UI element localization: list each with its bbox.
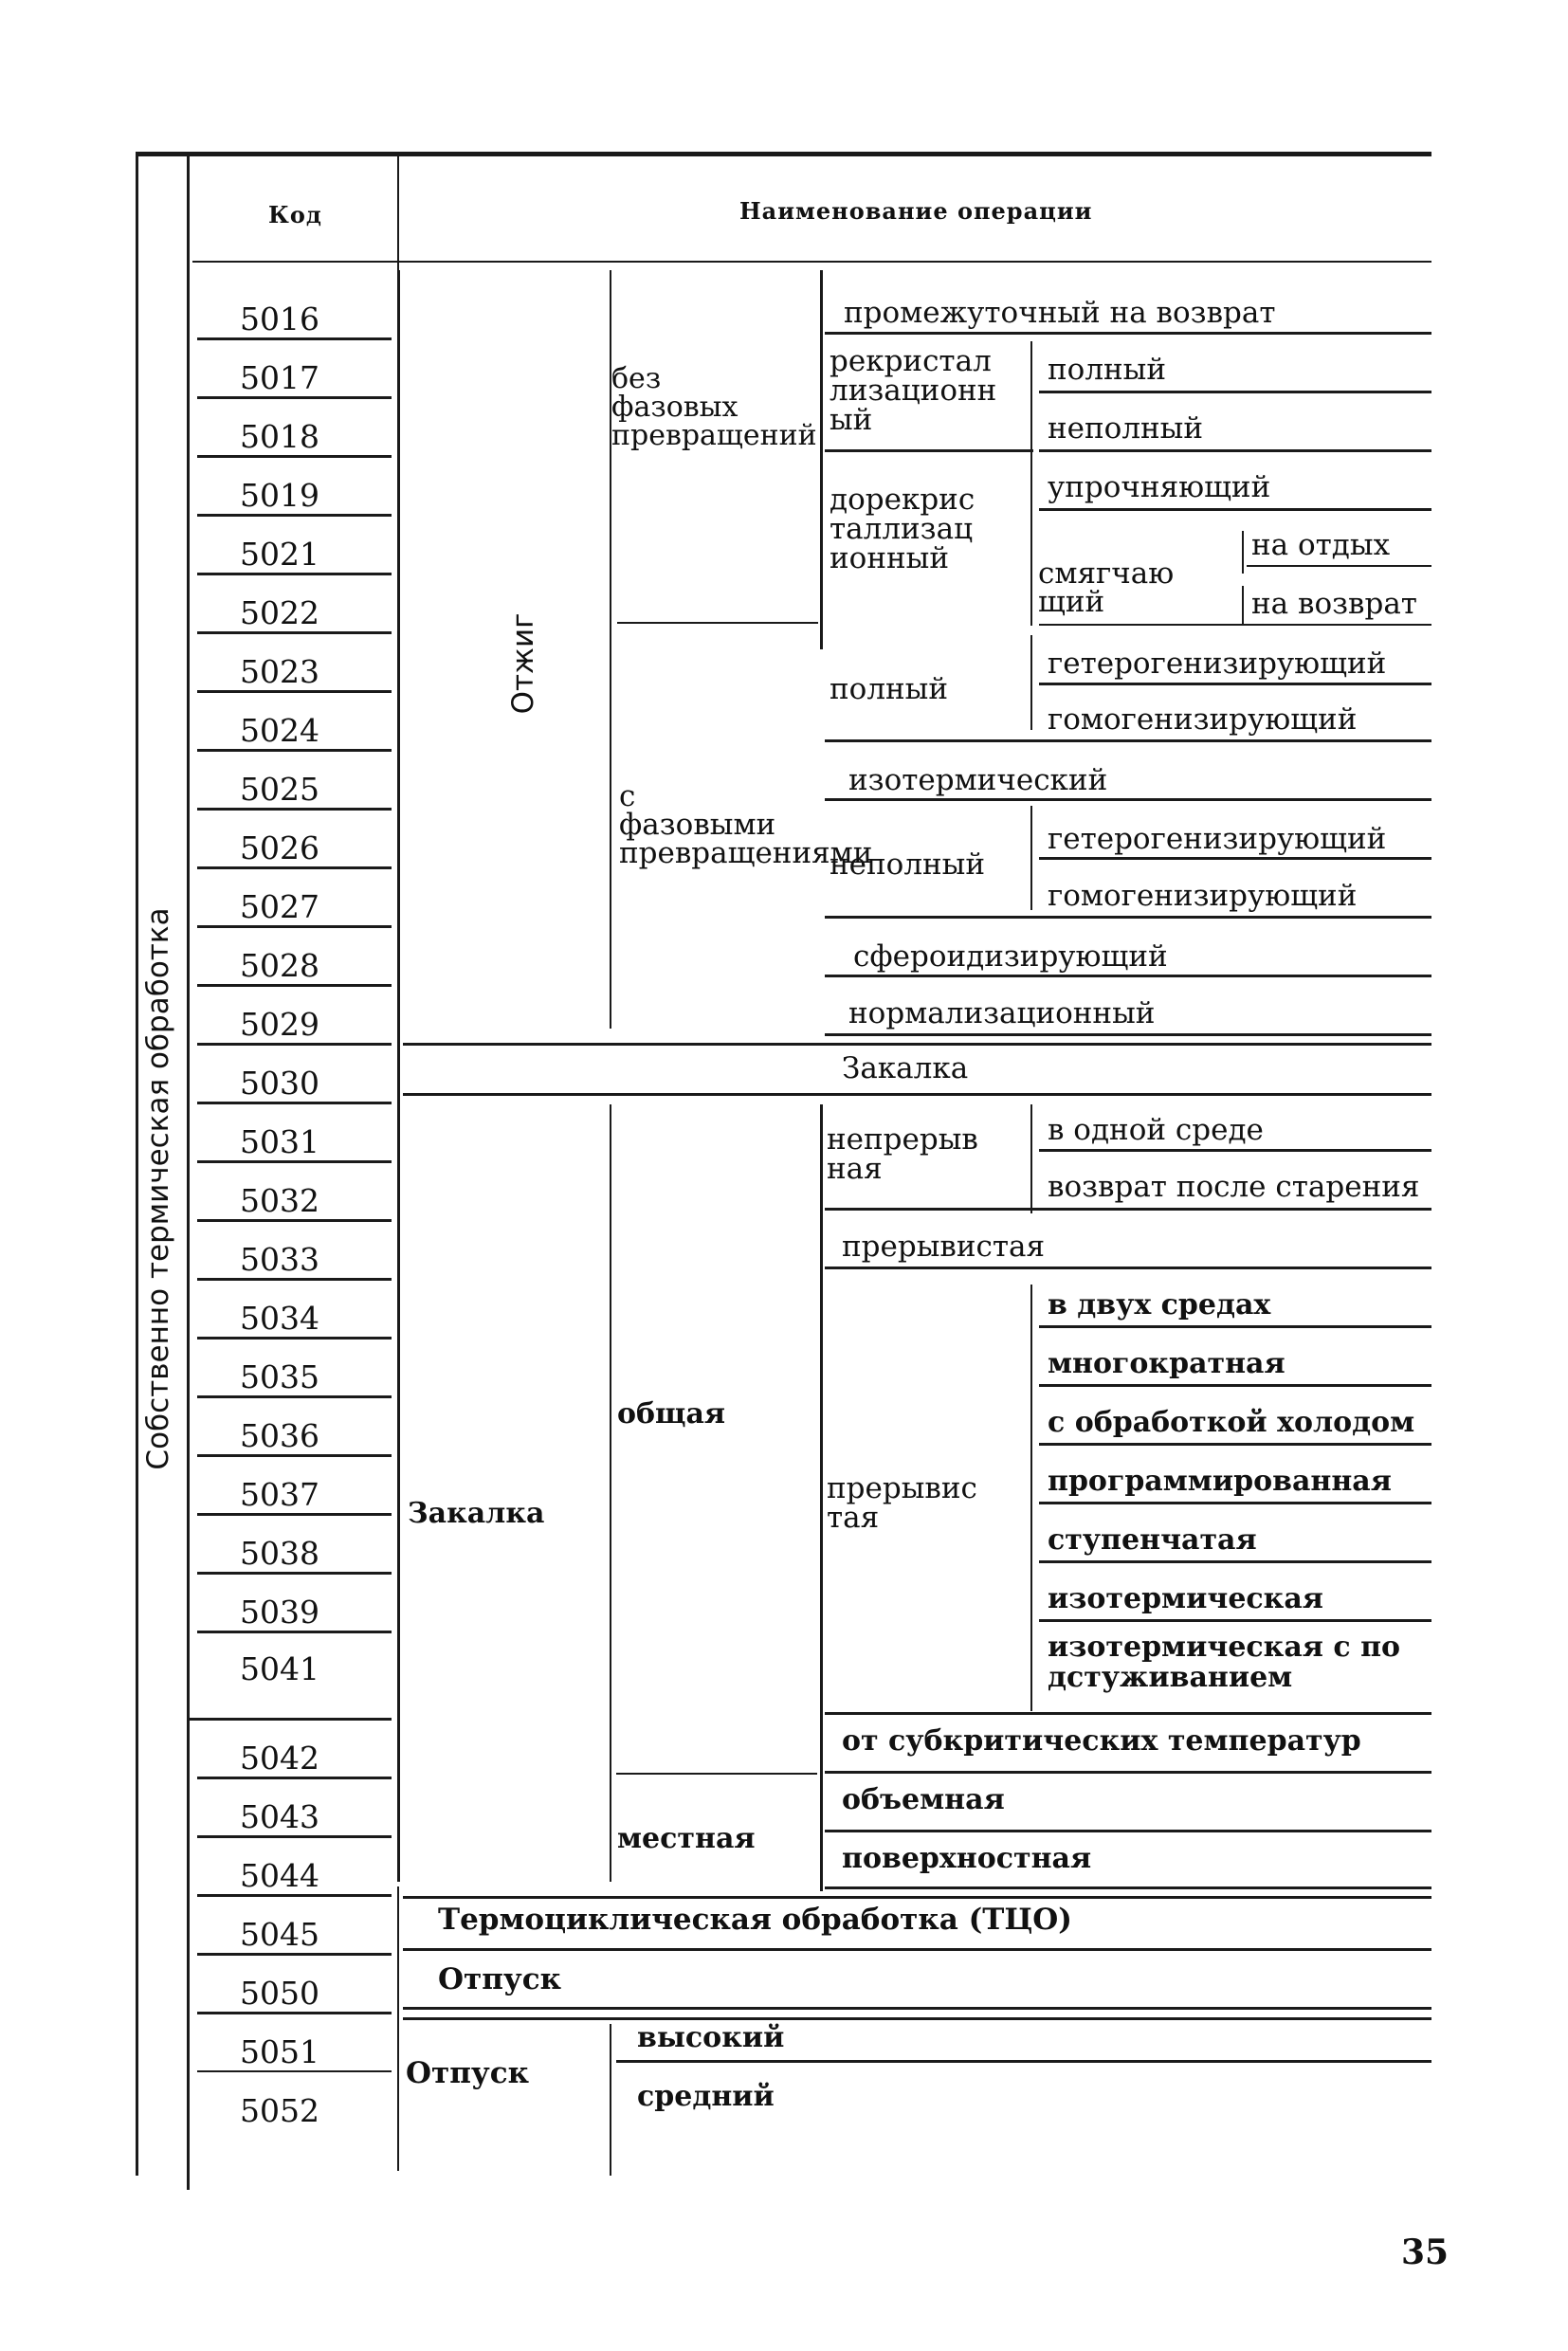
- anneal-partial-homo: гомогенизирующий: [1048, 879, 1358, 913]
- code-cell: 5024: [240, 712, 319, 749]
- quench-isothermal: изотермическая: [1048, 1582, 1323, 1615]
- code-cell: 5018: [240, 418, 319, 455]
- code-cell: 5045: [240, 1916, 319, 1953]
- quench-interrupted-b: прерывистая: [827, 1471, 977, 1535]
- code-cell: 5027: [240, 888, 319, 925]
- quench-label: Закалка: [408, 1497, 545, 1530]
- code-cell: 5043: [240, 1798, 319, 1835]
- anneal-full: полный: [830, 672, 949, 706]
- code-cell: 5037: [240, 1476, 319, 1513]
- anneal-no-phase: без фазовых превращений: [611, 362, 817, 452]
- code-cell: 5026: [240, 829, 319, 866]
- code-cell: 5030: [240, 1065, 319, 1102]
- anneal-normalizing: нормализационный: [848, 996, 1156, 1030]
- code-cell: 5038: [240, 1535, 319, 1572]
- code-cell: 5050: [240, 1975, 319, 2012]
- tempering-label: Отпуск: [406, 2056, 530, 2090]
- side-label: Собственно термическая обработка: [141, 907, 175, 1470]
- anneal-full-hetero: гетерогенизирующий: [1048, 647, 1387, 681]
- tempering-high: высокий: [637, 2021, 785, 2054]
- quench-surface: поверхностная: [842, 1842, 1092, 1875]
- code-cell: 5025: [240, 771, 319, 808]
- code-cell: 5039: [240, 1594, 319, 1631]
- anneal-with-phase: с фазовыми превращениями: [619, 779, 873, 870]
- quench-programmed: программированная: [1048, 1465, 1392, 1498]
- code-cell: 5023: [240, 653, 319, 690]
- quench-subcritical: от субкритических температур: [842, 1724, 1361, 1758]
- code-cell: 5028: [240, 947, 319, 984]
- tco-row: Термоциклическая обработка (ТЦО): [438, 1903, 1072, 1937]
- code-cell: 5051: [240, 2033, 319, 2070]
- quench-stepped: ступенчатая: [1048, 1523, 1257, 1557]
- quench-isothermal-sub: изотермическая с подстуживанием: [1048, 1631, 1401, 1694]
- anneal-partial: неполный: [830, 847, 986, 882]
- quench-multiple: многократная: [1048, 1347, 1285, 1380]
- anneal-softening: смягчающий: [1038, 556, 1175, 619]
- anneal-prerecryst: дорекристаллизационный: [830, 483, 975, 575]
- quench-title: Закалка: [842, 1051, 969, 1085]
- header-code: Код: [268, 201, 322, 228]
- quench-one-medium: в одной среде: [1048, 1113, 1264, 1147]
- anneal-recryst-partial: неполный: [1048, 411, 1204, 446]
- code-cell: 5041: [240, 1650, 319, 1687]
- code-cell: 5017: [240, 359, 319, 396]
- code-cell: 5036: [240, 1417, 319, 1454]
- code-cell: 5034: [240, 1300, 319, 1337]
- anneal-full-homo: гомогенизирующий: [1048, 702, 1358, 737]
- quench-interrupted-a: прерывистая: [842, 1230, 1046, 1264]
- page-number: 35: [1401, 2233, 1449, 2272]
- anneal-recryst-full: полный: [1048, 353, 1167, 387]
- annealing-label: Отжиг: [506, 612, 540, 715]
- quench-general: общая: [617, 1397, 726, 1431]
- code-cell: 5021: [240, 536, 319, 573]
- quench-volume: объемная: [842, 1783, 1005, 1816]
- anneal-spheroid: сфероидизирующий: [853, 939, 1168, 974]
- anneal-strengthening: упрочняющий: [1048, 470, 1271, 504]
- code-cell: 5019: [240, 477, 319, 514]
- anneal-isothermal: изотермический: [848, 763, 1108, 797]
- quench-continuous: непрерывная: [827, 1122, 978, 1186]
- anneal-return: на возврат: [1251, 587, 1417, 621]
- quench-local: местная: [617, 1822, 756, 1855]
- code-cell: 5044: [240, 1857, 319, 1894]
- anneal-intermediate: промежуточный на возврат: [844, 296, 1276, 330]
- code-cell: 5042: [240, 1740, 319, 1777]
- header-name: Наименование операции: [739, 197, 1093, 225]
- code-cell: 5031: [240, 1123, 319, 1160]
- quench-cold: с обработкой холодом: [1048, 1406, 1415, 1439]
- quench-aging-return: возврат после старения: [1048, 1170, 1420, 1204]
- anneal-partial-hetero: гетерогенизирующий: [1048, 822, 1387, 856]
- code-cell: 5033: [240, 1241, 319, 1278]
- tempering-medium: средний: [637, 2080, 775, 2113]
- code-cell: 5029: [240, 1006, 319, 1043]
- quench-two-media: в двух средах: [1048, 1288, 1271, 1321]
- code-cell: 5035: [240, 1358, 319, 1395]
- code-cell: 5032: [240, 1182, 319, 1219]
- anneal-rest: на отдых: [1251, 528, 1391, 562]
- code-cell: 5016: [240, 301, 319, 337]
- code-cell: 5022: [240, 594, 319, 631]
- anneal-recryst: рекристаллизационный: [830, 344, 997, 437]
- tempering-title: Отпуск: [438, 1962, 562, 1996]
- code-cell: 5052: [240, 2092, 319, 2129]
